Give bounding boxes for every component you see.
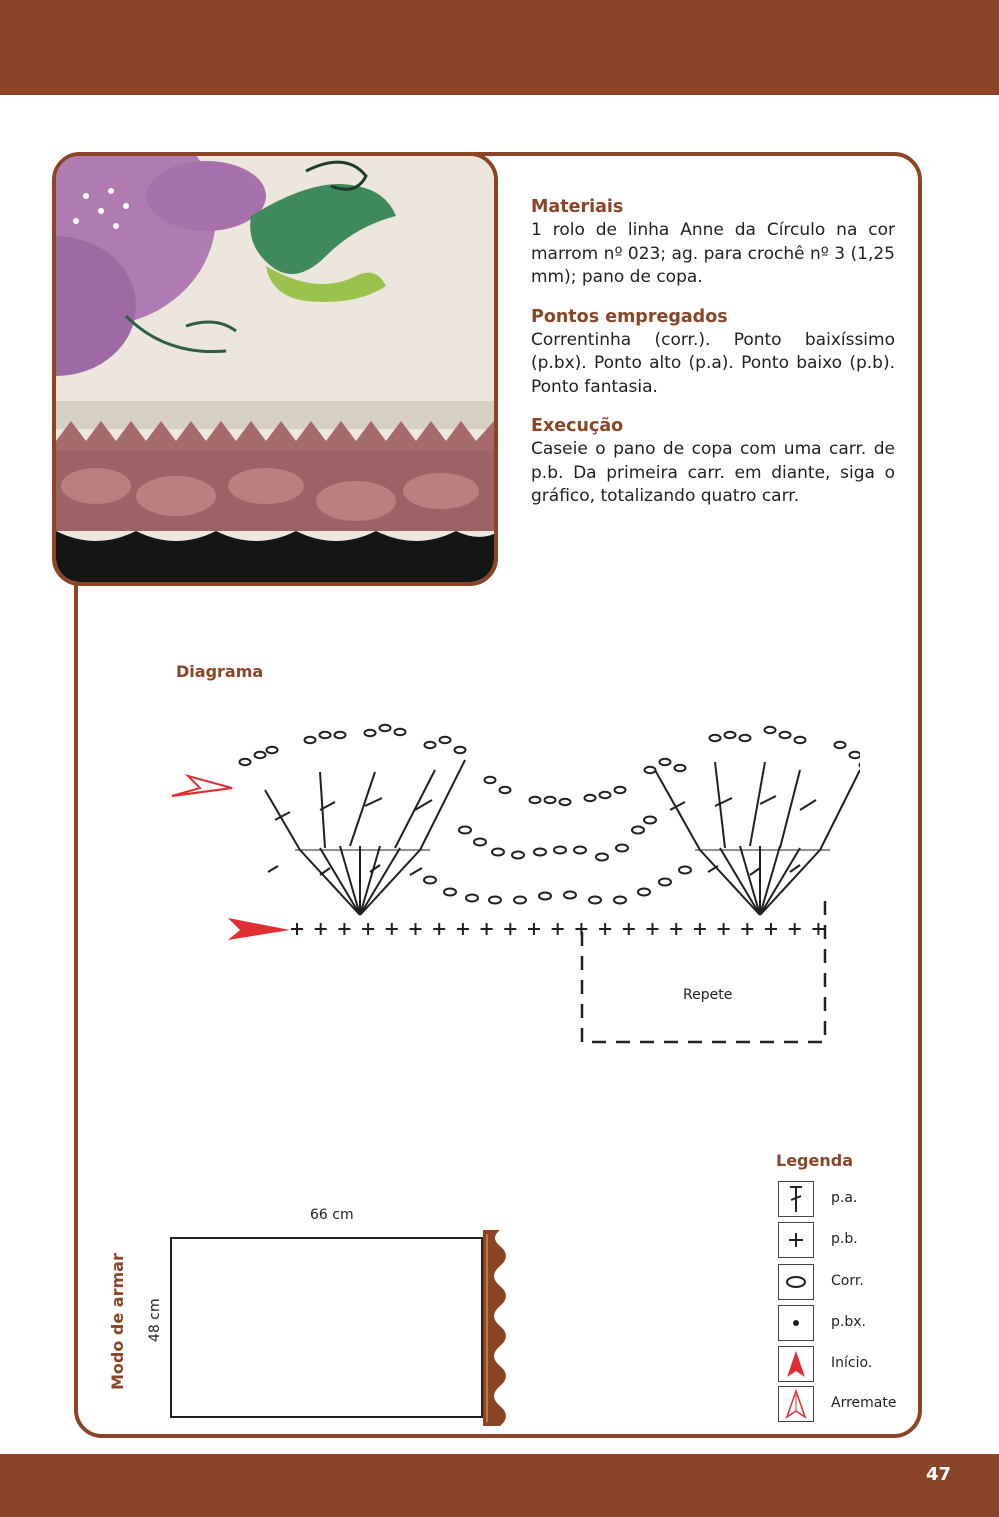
legend-item-finish [778, 1386, 918, 1424]
product-photo [52, 152, 498, 586]
pattern-info [531, 196, 895, 525]
legend-label: Início. [831, 1355, 873, 1371]
execution-heading: Execução [531, 416, 624, 436]
footer-band [0, 1454, 999, 1517]
repeat-box [582, 900, 825, 1042]
materials-text: 1 rolo de linha Anne da Círculo na cor marrom nº 023; ag. para crochê nº 3 (1,25 mm); pano de copa. [531, 220, 895, 287]
legend-label: p.bx. [831, 1314, 866, 1330]
legend-item-single-crochet [778, 1222, 918, 1260]
assembly-title: Modo de armar [108, 1253, 127, 1390]
height-dimension: 48 cm [147, 1298, 163, 1342]
stitches-text: Correntinha (corr.). Ponto baixíssimo (p.bx). Ponto alto (p.a). Ponto baixo (p.b). Ponto fantasia. [531, 329, 895, 397]
header-band [0, 0, 999, 95]
legend-label: p.b. [831, 1231, 858, 1247]
start-arrow-icon [228, 918, 290, 940]
diagram-title: Diagrama [176, 662, 264, 681]
legend-title: Legenda [776, 1151, 853, 1170]
legend-item-chain [778, 1264, 918, 1302]
legend-item-slip-stitch [778, 1305, 918, 1343]
crochet-diagram [160, 700, 860, 1050]
page-number: 47 [925, 1464, 951, 1485]
execution-text: Caseie o pano de copa com uma carr. de p.b. Da primeira carr. em diante, siga o gráfico, totalizando quatro carr. [531, 439, 895, 506]
slip-stitch-icon [779, 1306, 813, 1340]
stitches-heading: Pontos empregados [531, 306, 728, 327]
crochet-edge [480, 1230, 516, 1426]
chain-icon [779, 1265, 813, 1299]
start-arrow-icon [779, 1347, 813, 1381]
finish-arrow-icon [779, 1387, 813, 1421]
legend-label: Arremate [831, 1395, 897, 1411]
legend-item-double-crochet [778, 1181, 918, 1219]
materials-heading: Materiais [531, 197, 624, 217]
single-crochet-icon [779, 1223, 813, 1257]
towel-outline [170, 1237, 483, 1418]
width-dimension: 66 cm [310, 1207, 354, 1223]
legend-label: p.a. [831, 1190, 858, 1206]
repeat-label: Repete [683, 987, 733, 1003]
double-crochet-icon [779, 1182, 813, 1216]
legend-label: Corr. [831, 1273, 864, 1289]
legend-item-start [778, 1346, 918, 1384]
base-row [291, 923, 824, 935]
